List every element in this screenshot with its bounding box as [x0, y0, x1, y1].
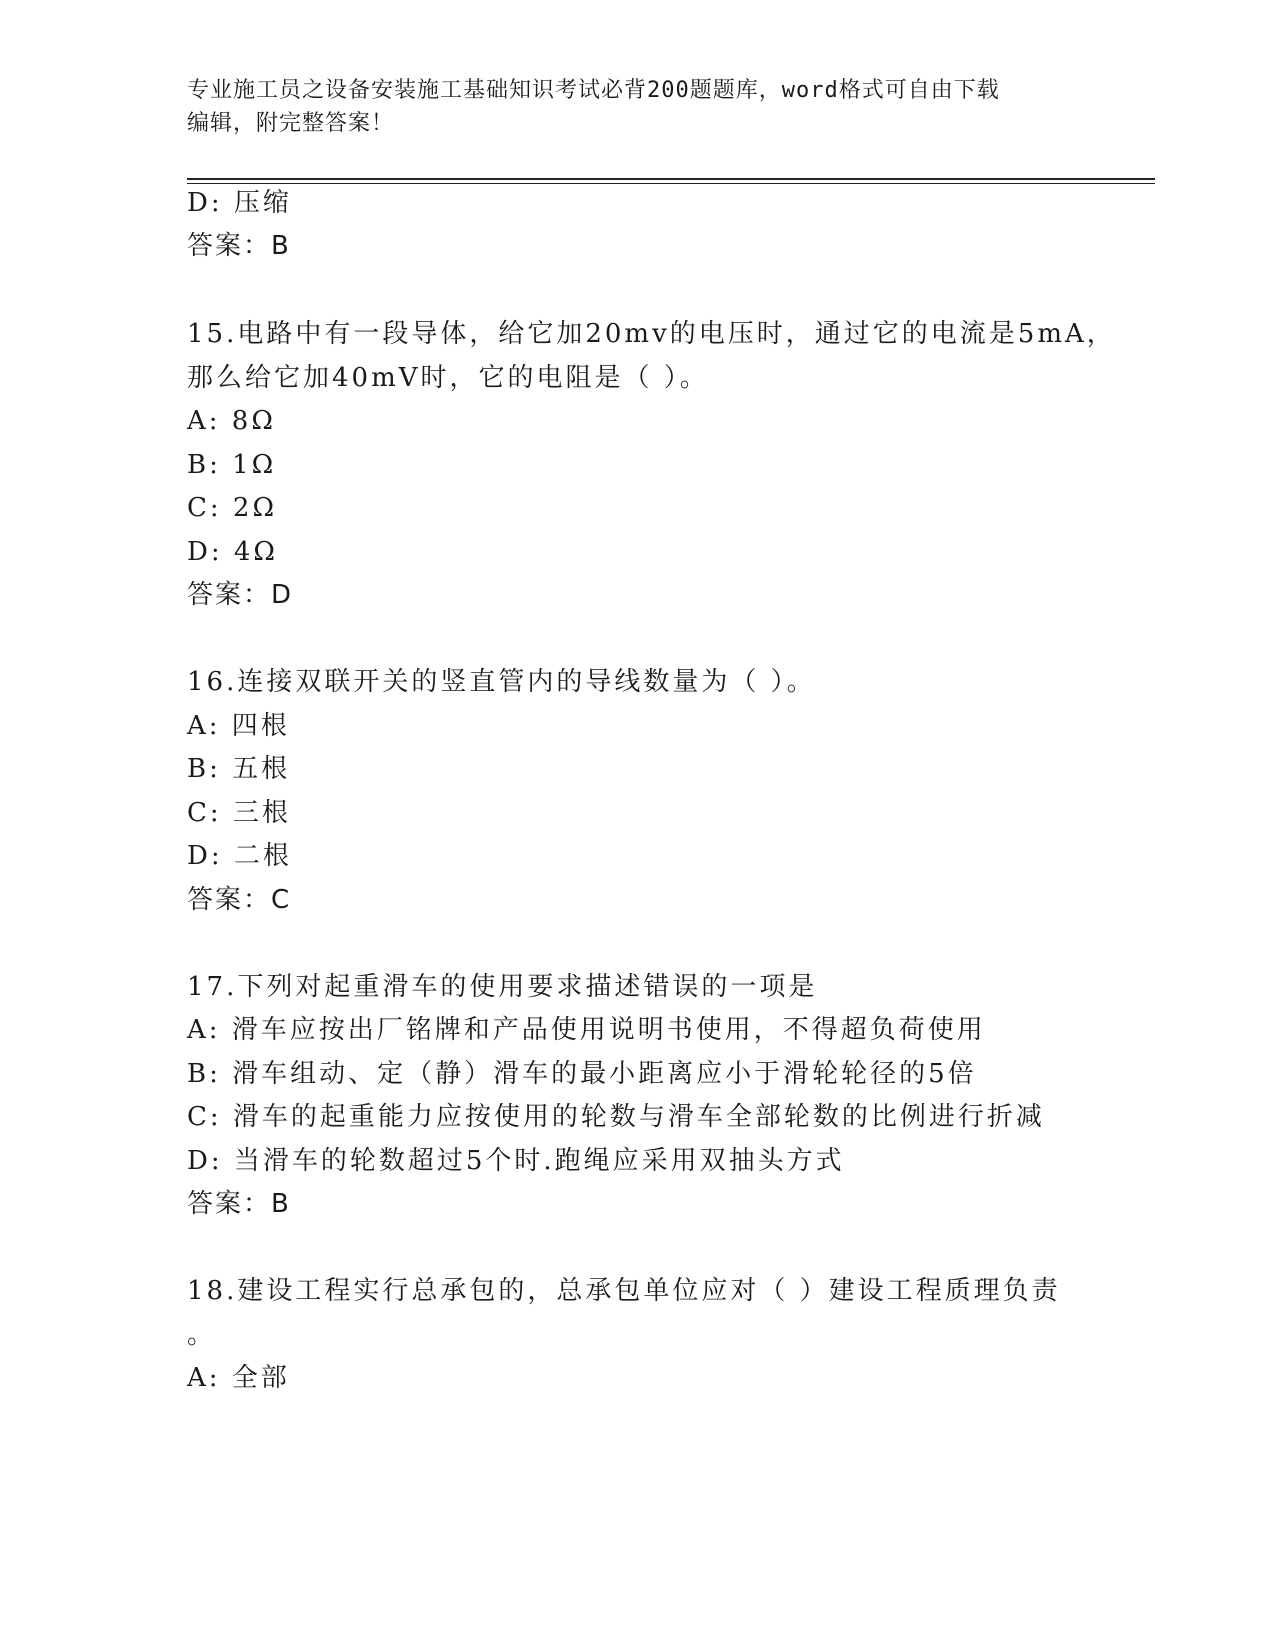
q16-option-a: A: 四根: [187, 711, 290, 741]
q15-option-b: B: 1Ω: [187, 450, 277, 480]
q18-stem-line-1: 18.建设工程实行总承包的，总承包单位应对（ ）建设工程质理负责: [187, 1276, 1061, 1306]
header-title-line-1: 专业施工员之设备安装施工基础知识考试必背200题题库，word格式可自由下载: [187, 78, 1000, 103]
q15-option-c: C: 2Ω: [187, 493, 278, 523]
q17-option-a: A: 滑车应按出厂铭牌和产品使用说明书使用，不得超负荷使用: [187, 1015, 986, 1045]
q16-option-c: C: 三根: [187, 798, 291, 828]
header-divider-thin: [187, 183, 1155, 184]
document-header: [187, 74, 1087, 140]
q16-option-d: D: 二根: [187, 841, 292, 871]
q14-answer: 答案：B: [187, 231, 291, 261]
q15-option-d: D: 4Ω: [187, 537, 278, 567]
q16-option-b: B: 五根: [187, 754, 291, 784]
q15-option-a: A: 8Ω: [187, 406, 276, 436]
q15-stem-line-1: 15.电路中有一段导体，给它加20mv的电压时，通过它的电流是5mA，: [187, 319, 1116, 349]
q17-answer: 答案：B: [187, 1189, 291, 1219]
q14-option-d: D: 压缩: [187, 188, 292, 218]
q15-answer: 答案：D: [187, 580, 294, 610]
q17-stem: 17.下列对起重滑车的使用要求描述错误的一项是: [187, 972, 818, 1002]
q17-option-c: C: 滑车的起重能力应按使用的轮数与滑车全部轮数的比例进行折减: [187, 1102, 1045, 1132]
q18-option-a: A: 全部: [187, 1363, 290, 1393]
q15-stem-line-2: 那么给它加40mV时，它的电阻是（ ）。: [187, 363, 709, 393]
q17-option-b: B: 滑车组动、定（静）滑车的最小距离应小于滑轮轮径的5倍: [187, 1059, 977, 1089]
header-divider-thick: [187, 178, 1155, 180]
q18-stem-line-2: 。: [187, 1320, 217, 1350]
q16-stem: 16.连接双联开关的竖直管内的导线数量为（ ）。: [187, 667, 816, 697]
header-title-line-2: 编辑，附完整答案！: [187, 111, 395, 136]
q16-answer: 答案：C: [187, 885, 292, 915]
q17-option-d: D: 当滑车的轮数超过5个时.跑绳应采用双抽头方式: [187, 1146, 845, 1176]
